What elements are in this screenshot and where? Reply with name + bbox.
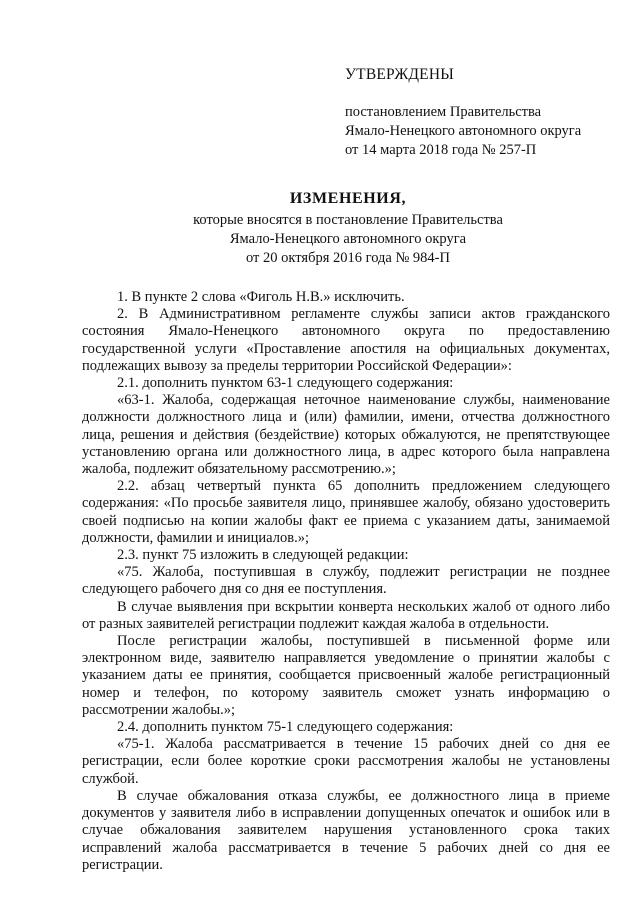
- paragraph-75-1: «75-1. Жалоба рассматривается в течение 15 рабочих дней со дня ее регистрации, если более короткие сроки рассмотрения жалобы не установлены службой.: [82, 736, 610, 787]
- paragraph-75-registration: После регистрации жалобы, поступившей в письменной форме или электронном виде, заявителю направляется уведомление о принятии жалобы с указанием даты ее принятия, сообщается присвоенный жалобе регистрационный номер и телефон, по которому заявитель сможет узнать информацию о рассмотрении жалобы.»;: [82, 633, 610, 718]
- resolution-line: Ямало-Ненецкого автономного округа: [345, 123, 582, 139]
- subtitle-line: которые вносятся в постановление Правительства: [193, 212, 503, 228]
- document-title: ИЗМЕНЕНИЯ,: [289, 190, 407, 207]
- paragraph-2-2: 2.2. абзац четвертый пункта 65 дополнить предложением следующего содержания: «По просьбе заявителя лицо, принявшее жалобу, обязано удостоверить своей подписью на копии жалобы факт ее приема с указанием даты, занимаемой должности, фамилии и инициалов.»;: [82, 478, 610, 546]
- approval-resolution: [345, 103, 581, 160]
- subtitle-line: от 20 октября 2016 года № 984-П: [246, 250, 450, 266]
- paragraph-75: «75. Жалоба, поступившая в службу, подлежит регистрации не позднее следующего рабочего дня со дня ее поступления.: [82, 564, 610, 598]
- paragraph-2-3: 2.3. пункт 75 изложить в следующей редакции:: [117, 547, 409, 564]
- paragraph-75-1-appeal: В случае обжалования отказа службы, ее должностного лица в приеме документов у заявителя либо в исправлении допущенных опечаток и ошибок или в случае обжалования заявителем нарушения установленного срока таких исправлений жалоба рассматривается в течение 5 рабочих дней со дня ее регистрации.: [82, 787, 610, 873]
- document-body: [82, 289, 610, 874]
- paragraph-75-envelope: В случае выявления при вскрытии конверта нескольких жалоб от одного либо от разных заявителей регистрации подлежит каждая жалоба в отдельности.: [82, 598, 610, 632]
- document-title-block: [0, 190, 640, 268]
- paragraph-item-1: 1. В пункте 2 слова «Фиголь Н.В.» исключить.: [117, 289, 405, 305]
- subtitle-line: Ямало-Ненецкого автономного округа: [229, 231, 467, 247]
- paragraph-2-4: 2.4. дополнить пунктом 75-1 следующего содержания:: [117, 719, 454, 736]
- paragraph-63-1: «63-1. Жалоба, содержащая неточное наименование службы, наименование должности должностного лица и (или) фамилии, имени, отчества должностного лица, решения и действия (бездействие) которых обжалуются, не препятствующее установлению органа или должностного лица, в адрес которого была направлена жалоба, подлежит обязательному рассмотрению.»;: [82, 392, 610, 478]
- paragraph-2-1: 2.1. дополнить пунктом 63-1 следующего содержания:: [117, 375, 454, 392]
- resolution-line: постановлением Правительства: [345, 104, 542, 120]
- document-subtitle: [56, 211, 640, 268]
- approval-heading: УТВЕРЖДЕНЫ: [345, 66, 454, 83]
- paragraph-item-2: 2. В Административном регламенте службы записи актов гражданского состояния Ямало-Ненецкого автономного округа по предоставлению государственной услуги «Проставление апостиля на официальных документах, подлежащих вывозу за пределы территории Российской Федерации»:: [82, 306, 610, 374]
- resolution-line: от 14 марта 2018 года № 257-П: [345, 142, 537, 158]
